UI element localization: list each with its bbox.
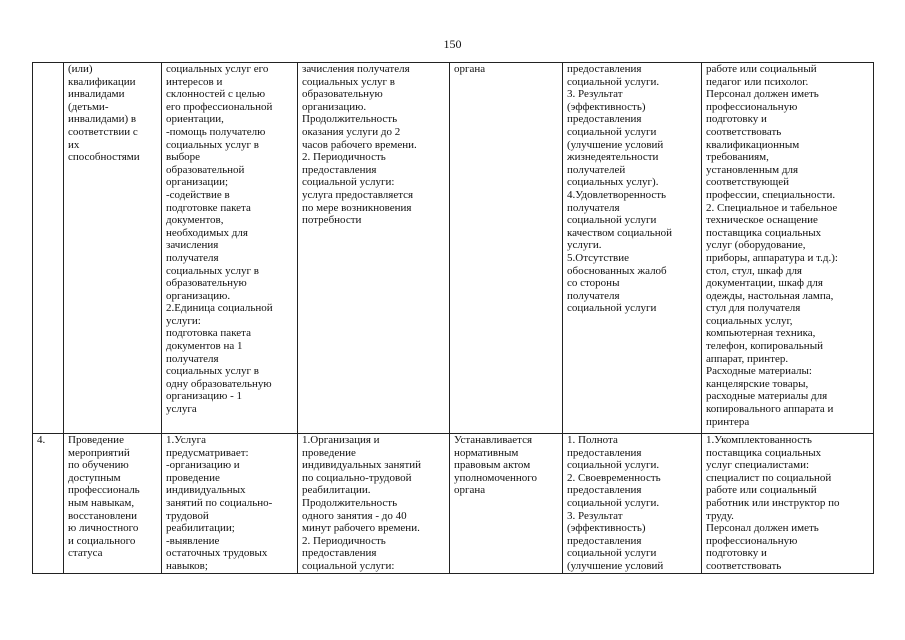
service-name-cell: (или) квалификации инвалидами (детьми- инвалидами) в соответствии с их способностями <box>64 63 162 434</box>
row-number-cell: 4. <box>33 434 64 574</box>
service-terms-cell: зачисления получателя социальных услуг в образовательную организацию. Продолжительность оказания услуги до 2 часов рабочего времени. 2. Периодичность предоставления социальной услуги: услуга предоставляется по мере возникновения потребности <box>298 63 450 434</box>
table-row <box>33 63 874 434</box>
quality-indicators-cell: предоставления социальной услуги. 3. Результат (эффективность) предоставления социальной услуги (улучшение условий жизнедеятельности получателей социальных услуг). 4.Удовлетворенность получателя социальной услуги качеством социальной услуги. 5.Отсутствие обоснованных жалоб со стороны получателя социальной услуги <box>563 63 702 434</box>
page-number: 150 <box>443 37 462 51</box>
conditions-cell: работе или социальный педагог или психолог. Персонал должен иметь профессиональную подготовку и соответствовать квалификационным требованиям, установленным для соответствующей профессии, специальности. 2. Специальное и табельное техническое оснащение поставщика социальных услуг (оборудование, приборы, аппаратура и т.д.): стол, стул, шкаф для документации, шкаф для одежды, настольная лампа, стул для получателя социальных услуг, компьютерная техника, телефон, копировальный аппарат, принтер. Расходные материалы: канцелярские товары, расходные материалы для копировального аппарата и принтера <box>702 63 874 434</box>
tariff-cell: Устанавливается нормативным правовым актом уполномоченного органа <box>450 434 563 574</box>
service-description-cell: 1.Услуга предусматривает: -организацию и проведение индивидуальных занятий по социально- трудовой реабилитации; -выявление остаточных трудовых навыков; <box>162 434 298 574</box>
service-name-cell: Проведение мероприятий по обучению доступным профессиональ ным навыкам, восстановлени ю личностного и социального статуса <box>64 434 162 574</box>
row-number-cell <box>33 63 64 434</box>
services-table <box>32 62 874 574</box>
quality-indicators-cell: 1. Полнота предоставления социальной услуги. 2. Своевременность предоставления социальной услуги. 3. Результат (эффективность) предоставления социальной услуги (улучшение условий <box>563 434 702 574</box>
conditions-cell: 1.Укомплектованность поставщика социальных услуг специалистами: специалист по социальной работе или социальный работник или инструктор по труду. Персонал должен иметь профессиональную подготовку и соответствовать <box>702 434 874 574</box>
table-row <box>33 434 874 574</box>
tariff-cell: органа <box>450 63 563 434</box>
service-description-cell: социальных услуг его интересов и склонностей с целью его профессиональной ориентации, -помощь получателю социальных услуг в выборе образовательной организации; -содействие в подготовке пакета документов, необходимых для зачисления получателя социальных услуг в образовательную организацию. 2.Единица социальной услуги: подготовка пакета документов на 1 получателя социальных услуг в одну образовательную организацию - 1 услуга <box>162 63 298 434</box>
service-terms-cell: 1.Организация и проведение индивидуальных занятий по социально-трудовой реабилитации. Продолжительность одного занятия - до 40 минут рабочего времени. 2. Периодичность предоставления социальной услуги: <box>298 434 450 574</box>
